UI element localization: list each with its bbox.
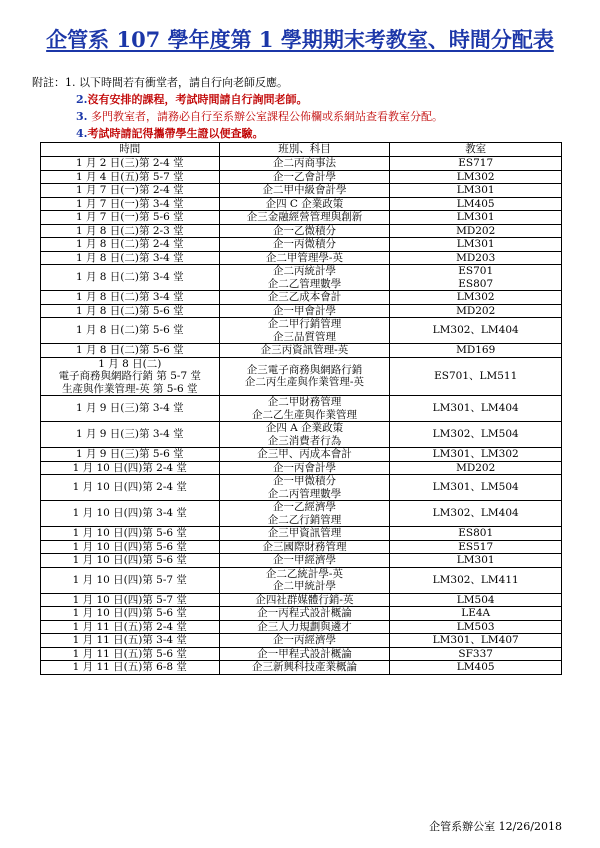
course-cell-line: 企三電子商務與網路行銷 [246, 363, 363, 376]
course-cell [219, 422, 390, 448]
time-cell-line: 1 月 8 日(二)第 5-6 堂 [75, 304, 184, 317]
room-cell [390, 540, 562, 554]
course-cell-line: 企一丙經濟學 [272, 634, 336, 646]
room-cell-line: LM301、LM404 [432, 402, 519, 415]
course-cell-line: 企三消費者行為 [267, 434, 342, 447]
course-cell-line: 企四社群媒體行銷-英 [255, 593, 354, 606]
time-cell-line: 1 月 9 日(三)第 5-6 堂 [75, 448, 184, 460]
course-cell-line: 企一丙會計學 [272, 461, 336, 474]
course-cell [219, 170, 390, 184]
header-course: 班別、科目 [219, 143, 390, 157]
room-cell-line: LM301、LM407 [432, 634, 519, 646]
course-cell-line: 企二丙生產與作業管理-英 [244, 376, 364, 389]
time-cell [41, 251, 220, 265]
course-cell-line: 企三新興科技產業概論 [251, 661, 357, 673]
time-cell [41, 647, 220, 661]
table-row [41, 184, 562, 198]
course-cell-line: 企一甲會計學 [272, 304, 336, 317]
time-cell-line: 1 月 10 日(四)第 5-6 堂 [72, 554, 187, 566]
room-cell [390, 224, 562, 238]
time-cell-line: 1 月 2 日(三)第 2-4 堂 [75, 157, 184, 169]
course-cell-line: 企一丙程式設計概論 [257, 607, 352, 619]
room-cell-line: ES801 [458, 527, 494, 539]
time-cell [41, 607, 220, 621]
course-cell-line: 企二丙商事法 [272, 157, 336, 169]
course-cell [219, 661, 390, 675]
table-row [41, 448, 562, 462]
time-cell-line: 1 月 9 日(三)第 3-4 堂 [75, 428, 184, 441]
time-cell [41, 157, 220, 171]
course-cell [219, 647, 390, 661]
room-cell [390, 184, 562, 198]
room-cell [390, 620, 562, 634]
course-cell-line: 企三人力規劃與遴才 [257, 620, 352, 633]
course-cell [219, 448, 390, 462]
course-cell [219, 224, 390, 238]
room-cell [390, 593, 562, 607]
time-cell-line: 1 月 7 日(一)第 5-6 堂 [75, 211, 184, 223]
time-cell-line: 1 月 8 日(二)第 3-4 堂 [75, 251, 184, 264]
table-row [41, 501, 562, 527]
room-cell [390, 211, 562, 225]
table-row [41, 634, 562, 648]
room-cell-line: LM503 [456, 620, 495, 633]
table-row [41, 291, 562, 305]
time-cell [41, 475, 220, 501]
time-cell [41, 291, 220, 305]
table-row [41, 620, 562, 634]
table-row [41, 197, 562, 211]
table-row [41, 422, 562, 448]
course-cell [219, 540, 390, 554]
course-cell [219, 251, 390, 265]
table-header-row [41, 143, 562, 157]
time-cell-line: 1 月 10 日(四)第 5-6 堂 [72, 540, 187, 553]
room-cell-line: LM405 [456, 197, 495, 210]
room-cell [390, 422, 562, 448]
table-row [41, 554, 562, 568]
time-cell [41, 501, 220, 527]
course-cell [219, 197, 390, 211]
time-cell-line: 生產與作業管理-英 第 5-6 堂 [62, 382, 198, 395]
room-cell-line: LM301 [456, 554, 495, 566]
course-cell-line: 企四 A 企業政策 [265, 422, 344, 434]
room-cell-line: ES807 [458, 277, 494, 290]
note-4: 4.考試時請記得攜帶學生證以便查驗。 [76, 127, 264, 140]
time-cell [41, 211, 220, 225]
time-cell [41, 422, 220, 448]
room-cell-line: MD202 [456, 461, 496, 474]
room-cell [390, 396, 562, 422]
time-cell [41, 396, 220, 422]
header-time: 時間 [41, 143, 220, 157]
course-cell [219, 461, 390, 475]
room-cell [390, 448, 562, 462]
room-cell [390, 197, 562, 211]
table-row [41, 304, 562, 318]
room-cell-line: MD202 [456, 224, 496, 237]
room-cell [390, 501, 562, 527]
table-row [41, 224, 562, 238]
time-cell-line: 1 月 7 日(一)第 3-4 堂 [75, 197, 184, 210]
time-cell [41, 540, 220, 554]
time-cell-line: 1 月 11 日(五)第 5-6 堂 [72, 647, 187, 660]
time-cell-line: 1 月 8 日(二)第 5-6 堂 [75, 344, 184, 356]
table-row [41, 357, 562, 396]
table-row [41, 265, 562, 291]
course-cell-line: 企二甲統計學 [272, 580, 336, 592]
room-cell-line: LM301、LM504 [432, 481, 519, 494]
room-cell [390, 170, 562, 184]
course-cell [219, 357, 390, 396]
time-cell [41, 527, 220, 541]
time-cell-line: 1 月 7 日(一)第 2-4 堂 [75, 184, 184, 196]
table-row [41, 647, 562, 661]
time-cell-line: 1 月 11 日(五)第 2-4 堂 [72, 620, 187, 633]
time-cell-line: 1 月 8 日(二)第 2-4 堂 [75, 238, 184, 250]
course-cell-line: 企一甲經濟學 [272, 554, 336, 566]
table-row [41, 540, 562, 554]
header-room: 教室 [390, 143, 562, 157]
room-cell [390, 251, 562, 265]
time-cell [41, 448, 220, 462]
course-cell-line: 企三甲資訊管理 [267, 527, 342, 539]
room-cell-line: LM405 [456, 661, 495, 673]
room-cell-line: SF337 [458, 647, 493, 660]
course-cell-line: 企二乙統計學-英 [265, 567, 343, 580]
course-cell [219, 475, 390, 501]
course-cell-line: 企一甲微積分 [272, 475, 336, 487]
time-cell [41, 661, 220, 675]
course-cell-line: 企一乙會計學 [272, 170, 336, 183]
time-cell [41, 238, 220, 252]
room-cell [390, 318, 562, 344]
course-cell [219, 554, 390, 568]
time-cell [41, 265, 220, 291]
course-cell [219, 501, 390, 527]
table-row [41, 661, 562, 675]
room-cell [390, 265, 562, 291]
course-cell [219, 634, 390, 648]
room-cell [390, 291, 562, 305]
course-cell [219, 593, 390, 607]
course-cell-line: 企二乙管理數學 [267, 277, 342, 290]
time-cell-line: 1 月 11 日(五)第 3-4 堂 [72, 634, 187, 646]
table-row [41, 170, 562, 184]
time-cell [41, 318, 220, 344]
course-cell [219, 304, 390, 318]
room-cell [390, 475, 562, 501]
course-cell-line: 企一甲程式設計概論 [257, 647, 352, 660]
time-cell [41, 304, 220, 318]
course-cell-line: 企二丙統計學 [272, 265, 336, 277]
time-cell-line: 1 月 4 日(五)第 5-7 堂 [75, 170, 184, 183]
course-cell [219, 344, 390, 358]
time-cell-line: 1 月 9 日(三)第 3-4 堂 [75, 402, 184, 415]
course-cell [219, 318, 390, 344]
course-cell [219, 157, 390, 171]
room-cell-line: LM302、LM404 [432, 507, 519, 520]
time-cell-line: 1 月 10 日(四)第 5-7 堂 [72, 573, 187, 586]
course-cell-line: 企二乙生產與作業管理 [251, 408, 357, 421]
course-cell [219, 211, 390, 225]
course-cell [219, 607, 390, 621]
time-cell [41, 620, 220, 634]
time-cell [41, 184, 220, 198]
course-cell-line: 企三丙資訊管理-英 [260, 344, 349, 356]
room-cell [390, 634, 562, 648]
footer-office-date: 企管系辦公室 12/26/2018 [429, 820, 562, 833]
course-cell [219, 184, 390, 198]
room-cell [390, 157, 562, 171]
table-row [41, 157, 562, 171]
course-cell [219, 238, 390, 252]
room-cell-line: ES701、LM511 [434, 370, 518, 382]
room-cell [390, 304, 562, 318]
course-cell-line: 企三品質管理 [272, 330, 336, 343]
schedule-table [40, 142, 562, 675]
course-cell-line: 企一丙微積分 [272, 238, 336, 250]
room-cell-line: ES701 [458, 265, 494, 277]
note-1: 附註：1. 以下時間若有衝堂者，請自行向老師反應。 [32, 76, 288, 89]
room-cell-line: LM302 [456, 291, 495, 303]
time-cell-line: 1 月 10 日(四)第 5-7 堂 [72, 593, 187, 606]
course-cell-line: 企一乙經濟學 [272, 501, 336, 513]
table-row [41, 211, 562, 225]
time-cell-line: 1 月 10 日(四)第 2-4 堂 [72, 461, 187, 474]
room-cell [390, 607, 562, 621]
course-cell-line: 企一乙微積分 [272, 224, 336, 237]
course-cell-line: 企三國際財務管理 [262, 540, 347, 553]
table-row [41, 344, 562, 358]
room-cell-line: LM301 [456, 184, 495, 196]
room-cell-line: ES717 [458, 157, 494, 169]
course-cell [219, 620, 390, 634]
course-cell-line: 企二甲中級會計學 [262, 184, 347, 196]
room-cell-line: LM301 [456, 211, 495, 223]
room-cell-line: LM302 [456, 170, 495, 183]
time-cell [41, 593, 220, 607]
room-cell-line: LM301、LM302 [432, 448, 519, 460]
room-cell-line: LM504 [456, 593, 495, 606]
table-row [41, 251, 562, 265]
table-row [41, 396, 562, 422]
course-cell [219, 265, 390, 291]
time-cell-line: 電子商務與網路行銷 第 5-7 堂 [58, 370, 201, 382]
time-cell [41, 197, 220, 211]
course-cell-line: 企三金融經營管理與創新 [246, 211, 363, 223]
time-cell-line: 1 月 10 日(四)第 2-4 堂 [72, 481, 187, 494]
room-cell-line: LM302、LM411 [432, 573, 519, 586]
table-row [41, 238, 562, 252]
course-cell-line: 企二甲管理學-英 [265, 251, 343, 264]
note-3: 3. 多門教室者，請務必自行至系辦公室課程公佈欄或系網站查看教室分配。 [76, 110, 443, 123]
time-cell-line: 1 月 10 日(四)第 3-4 堂 [72, 507, 187, 520]
time-cell-line: 1 月 8 日(二) [98, 357, 162, 370]
room-cell [390, 238, 562, 252]
room-cell [390, 554, 562, 568]
table-row [41, 567, 562, 593]
table-row [41, 593, 562, 607]
time-cell [41, 357, 220, 396]
table-row [41, 318, 562, 344]
room-cell-line: MD169 [456, 344, 496, 356]
time-cell-line: 1 月 10 日(四)第 5-6 堂 [72, 527, 187, 539]
room-cell [390, 344, 562, 358]
room-cell-line: ES517 [458, 540, 494, 553]
course-cell-line: 企三乙成本會計 [267, 291, 342, 303]
time-cell-line: 1 月 11 日(五)第 6-8 堂 [72, 661, 187, 673]
table-row [41, 461, 562, 475]
time-cell-line: 1 月 8 日(二)第 5-6 堂 [75, 324, 184, 337]
course-cell [219, 567, 390, 593]
time-cell [41, 344, 220, 358]
time-cell-line: 1 月 8 日(二)第 3-4 堂 [75, 291, 184, 303]
room-cell [390, 461, 562, 475]
room-cell [390, 527, 562, 541]
course-cell [219, 396, 390, 422]
room-cell-line: LM302、LM404 [432, 324, 519, 337]
room-cell-line: LM301 [456, 238, 495, 250]
room-cell [390, 647, 562, 661]
course-cell [219, 291, 390, 305]
course-cell-line: 企二甲行銷管理 [267, 318, 342, 330]
time-cell [41, 634, 220, 648]
course-cell-line: 企二甲財務管理 [267, 396, 342, 408]
time-cell [41, 567, 220, 593]
table-row [41, 607, 562, 621]
time-cell-line: 1 月 10 日(四)第 5-6 堂 [72, 607, 187, 619]
note-2: 2.沒有安排的課程，考試時間請自行詢問老師。 [76, 93, 308, 106]
table-row [41, 527, 562, 541]
room-cell-line: LM302、LM504 [432, 428, 519, 441]
time-cell [41, 224, 220, 238]
course-cell-line: 企四 C 企業政策 [265, 197, 344, 210]
room-cell-line: MD202 [456, 304, 496, 317]
room-cell-line: LE4A [461, 607, 491, 619]
time-cell [41, 461, 220, 475]
course-cell [219, 527, 390, 541]
course-cell-line: 企三甲、丙成本會計 [257, 448, 352, 460]
course-cell-line: 企二丙管理數學 [267, 487, 342, 500]
room-cell [390, 357, 562, 396]
time-cell [41, 554, 220, 568]
table-row [41, 475, 562, 501]
page-title: 企管系 107 學年度第 1 學期期末考教室、時間分配表 [46, 27, 554, 52]
room-cell [390, 661, 562, 675]
room-cell-line: MD203 [456, 251, 496, 264]
time-cell-line: 1 月 8 日(二)第 2-3 堂 [75, 224, 184, 237]
room-cell [390, 567, 562, 593]
time-cell-line: 1 月 8 日(二)第 3-4 堂 [75, 271, 184, 284]
course-cell-line: 企二乙行銷管理 [267, 513, 342, 526]
time-cell [41, 170, 220, 184]
table-body [41, 157, 562, 675]
notes [32, 74, 443, 142]
